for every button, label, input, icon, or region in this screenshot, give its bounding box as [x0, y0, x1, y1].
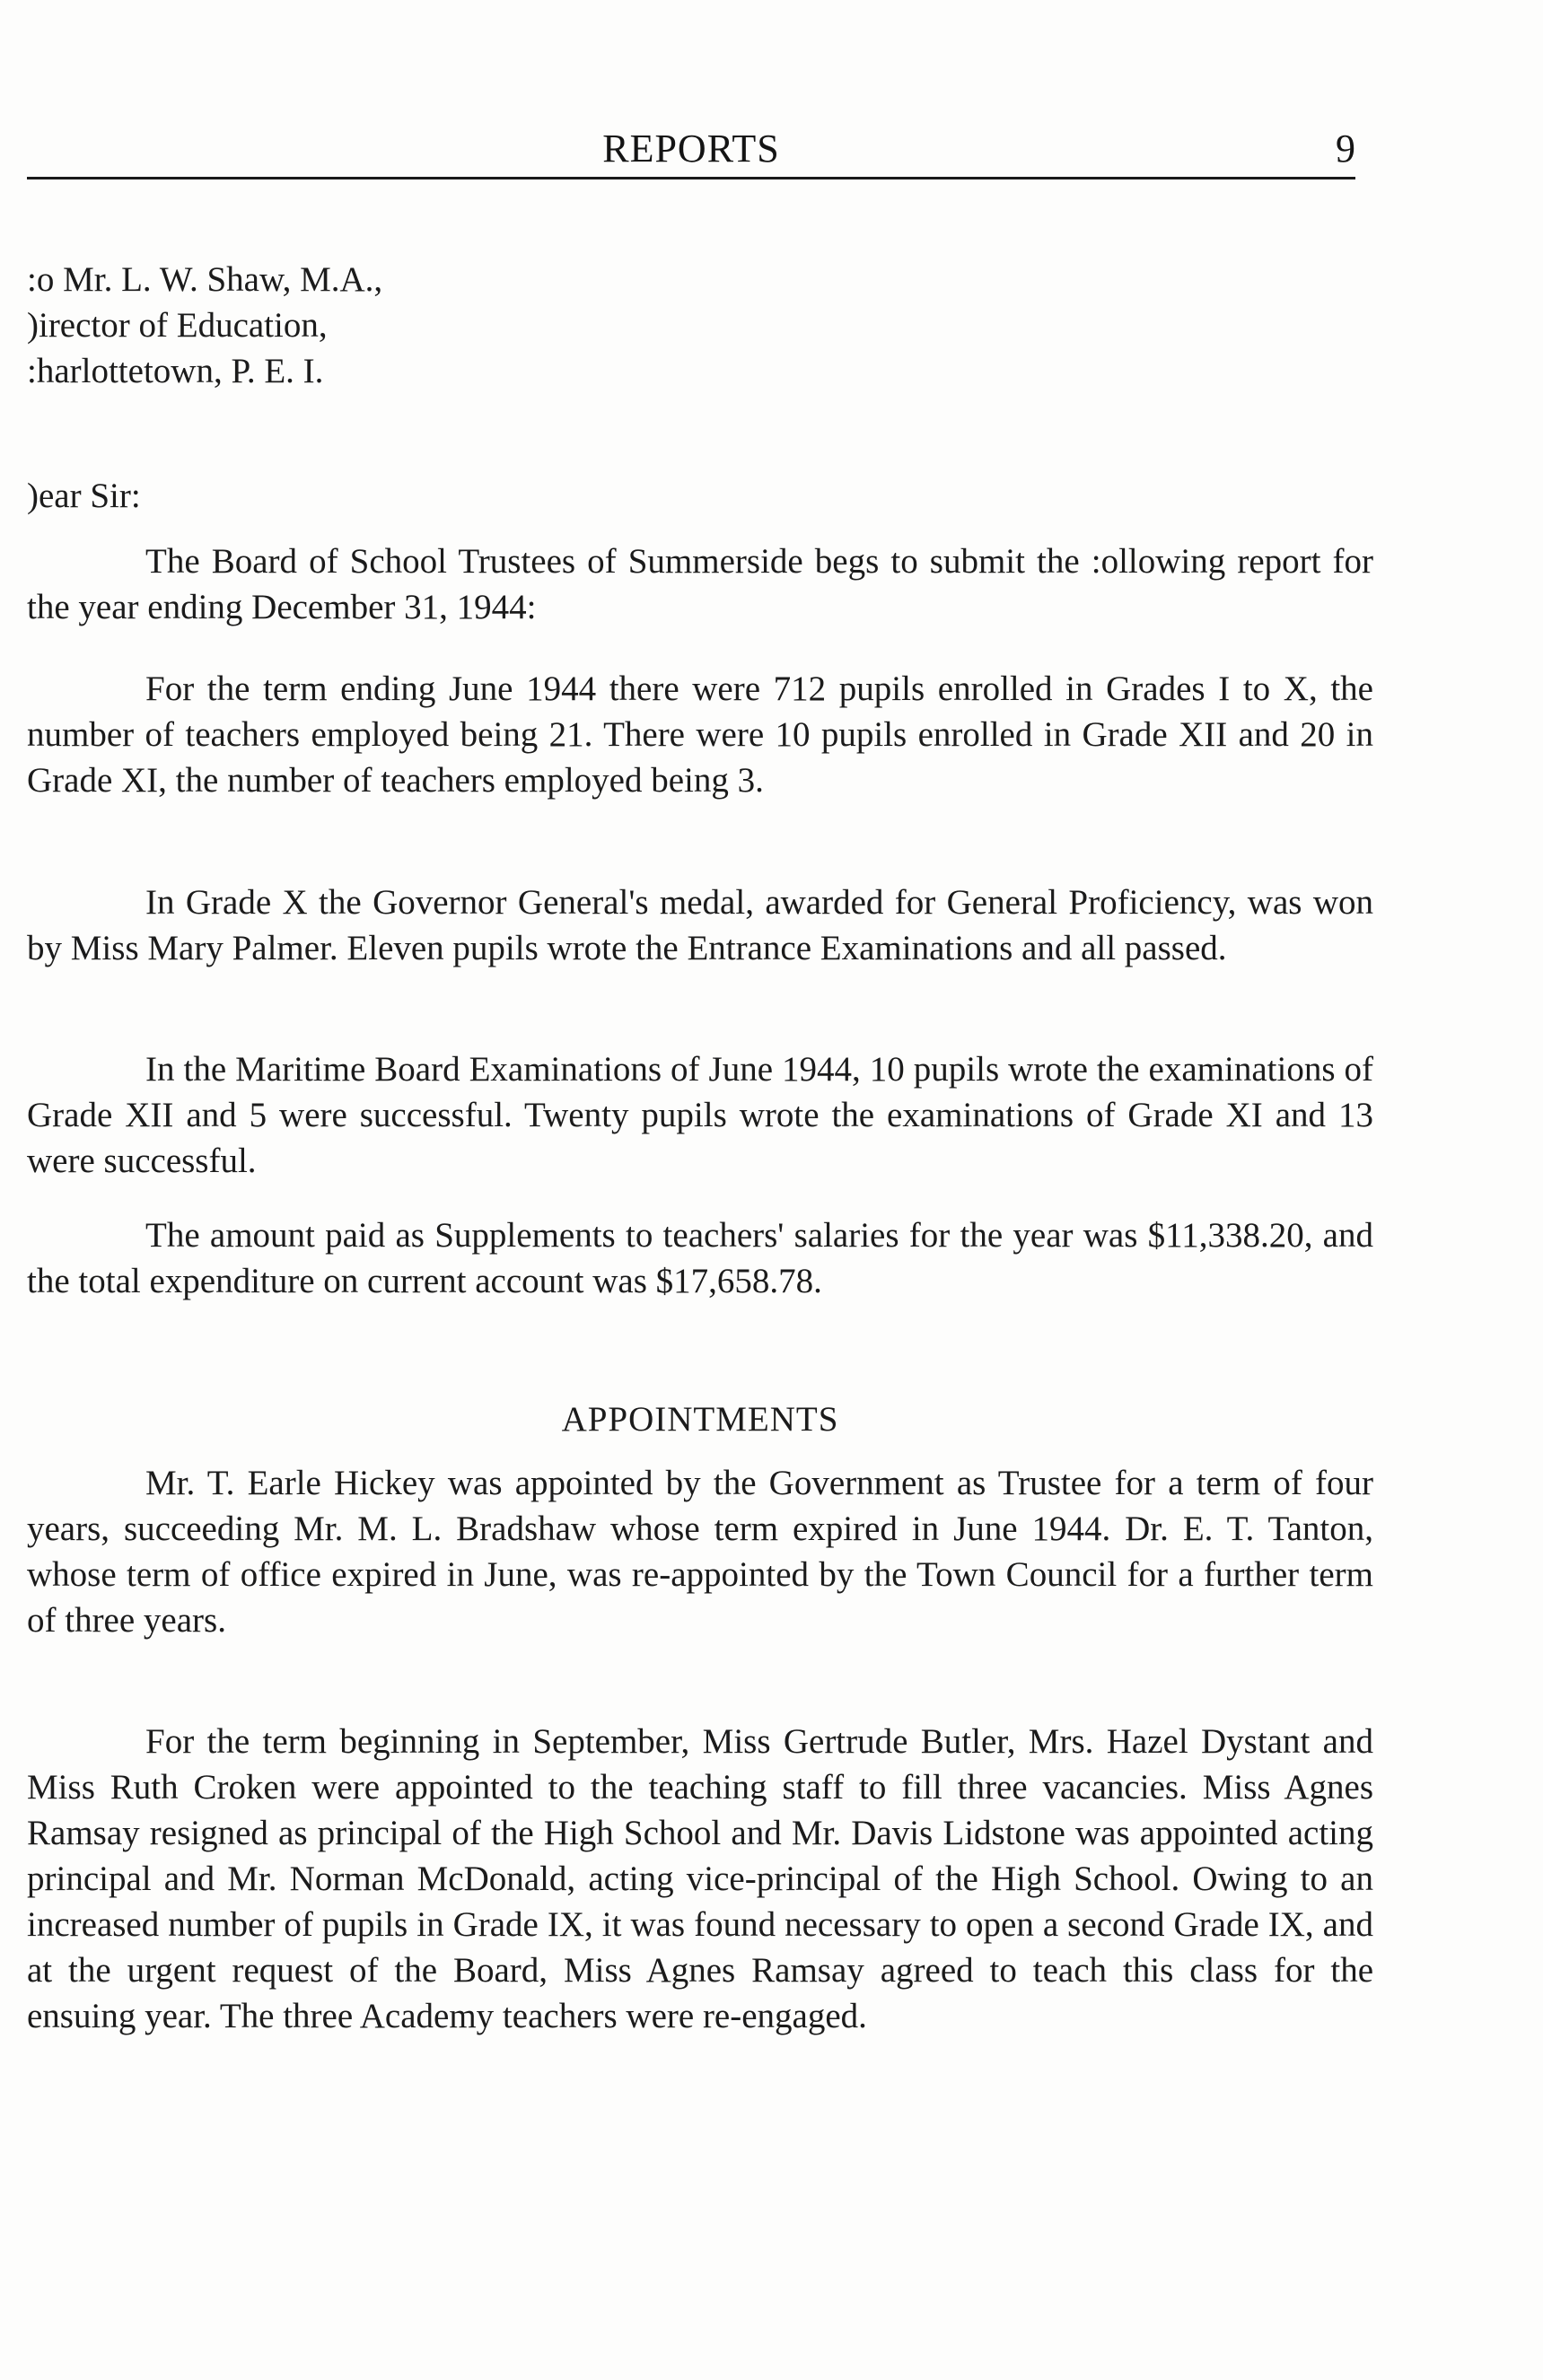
running-header	[27, 126, 1355, 176]
paragraph-intro: The Board of School Trustees of Summerside begs to submit the :ollowing report for the year ending December 31, 1944:	[27, 542, 1373, 626]
paragraph-expenditure: The amount paid as Supplements to teachers' salaries for the year was $11,338.20, and the total expenditure on current account was $17,658.78.	[27, 1216, 1373, 1300]
salutation: )ear Sir:	[27, 477, 141, 515]
page-number: 9	[1336, 127, 1355, 171]
header-rule	[27, 177, 1355, 179]
paragraph-teaching-staff: For the term beginning in September, Miss Gertrude Butler, Mrs. Hazel Dystant and Miss Ruth Croken were appointed to the teaching staff to fill three vacancies. Miss Agnes Ramsay resigned as principal of the High School and Mr. Davis Lidstone was appointed acting principal and Mr. Norman McDonald, acting vice-principal of the High School. Owing to an increased number of pupils in Grade IX, it was found necessary to open a second Grade IX, and at the urgent request of the Board, Miss Agnes Ramsay agreed to teach this class for the ensuing year. The three Academy teachers were re-engaged.	[27, 1722, 1373, 2035]
paragraph-trustees: Mr. T. Earle Hickey was appointed by the Government as Trustee for a term of four years, succeeding Mr. M. L. Bradshaw whose term expired in June 1944. Dr. E. T. Tanton, whose term of office expired in June, was re-appointed by the Town Council for a further term of three years.	[27, 1464, 1373, 1640]
address-line-3: :harlottetown, P. E. I.	[27, 352, 324, 390]
address-line-2: )irector of Education,	[27, 306, 328, 345]
paragraph-enrolment: For the term ending June 1944 there were 712 pupils enrolled in Grades I to X, the number of teachers employed being 21. There were 10 pupils enrolled in Grade XII and 20 in Grade XI, the number of teachers employed being 3.	[27, 669, 1373, 800]
address-line-1: :o Mr. L. W. Shaw, M.A.,	[27, 260, 383, 299]
paragraph-medal: In Grade X the Governor General's medal, awarded for General Proficiency, was won by Miss Mary Palmer. Eleven pupils wrote the Entrance Examinations and all passed.	[27, 883, 1373, 967]
paragraph-examinations: In the Maritime Board Examinations of June 1944, 10 pupils wrote the examinations of Grade XII and 5 were successful. Twenty pupils wrote the examinations of Grade XI and 13 were successful.	[27, 1050, 1373, 1180]
running-header-title: REPORTS	[602, 127, 780, 171]
section-heading-appointments: APPOINTMENTS	[561, 1400, 839, 1439]
